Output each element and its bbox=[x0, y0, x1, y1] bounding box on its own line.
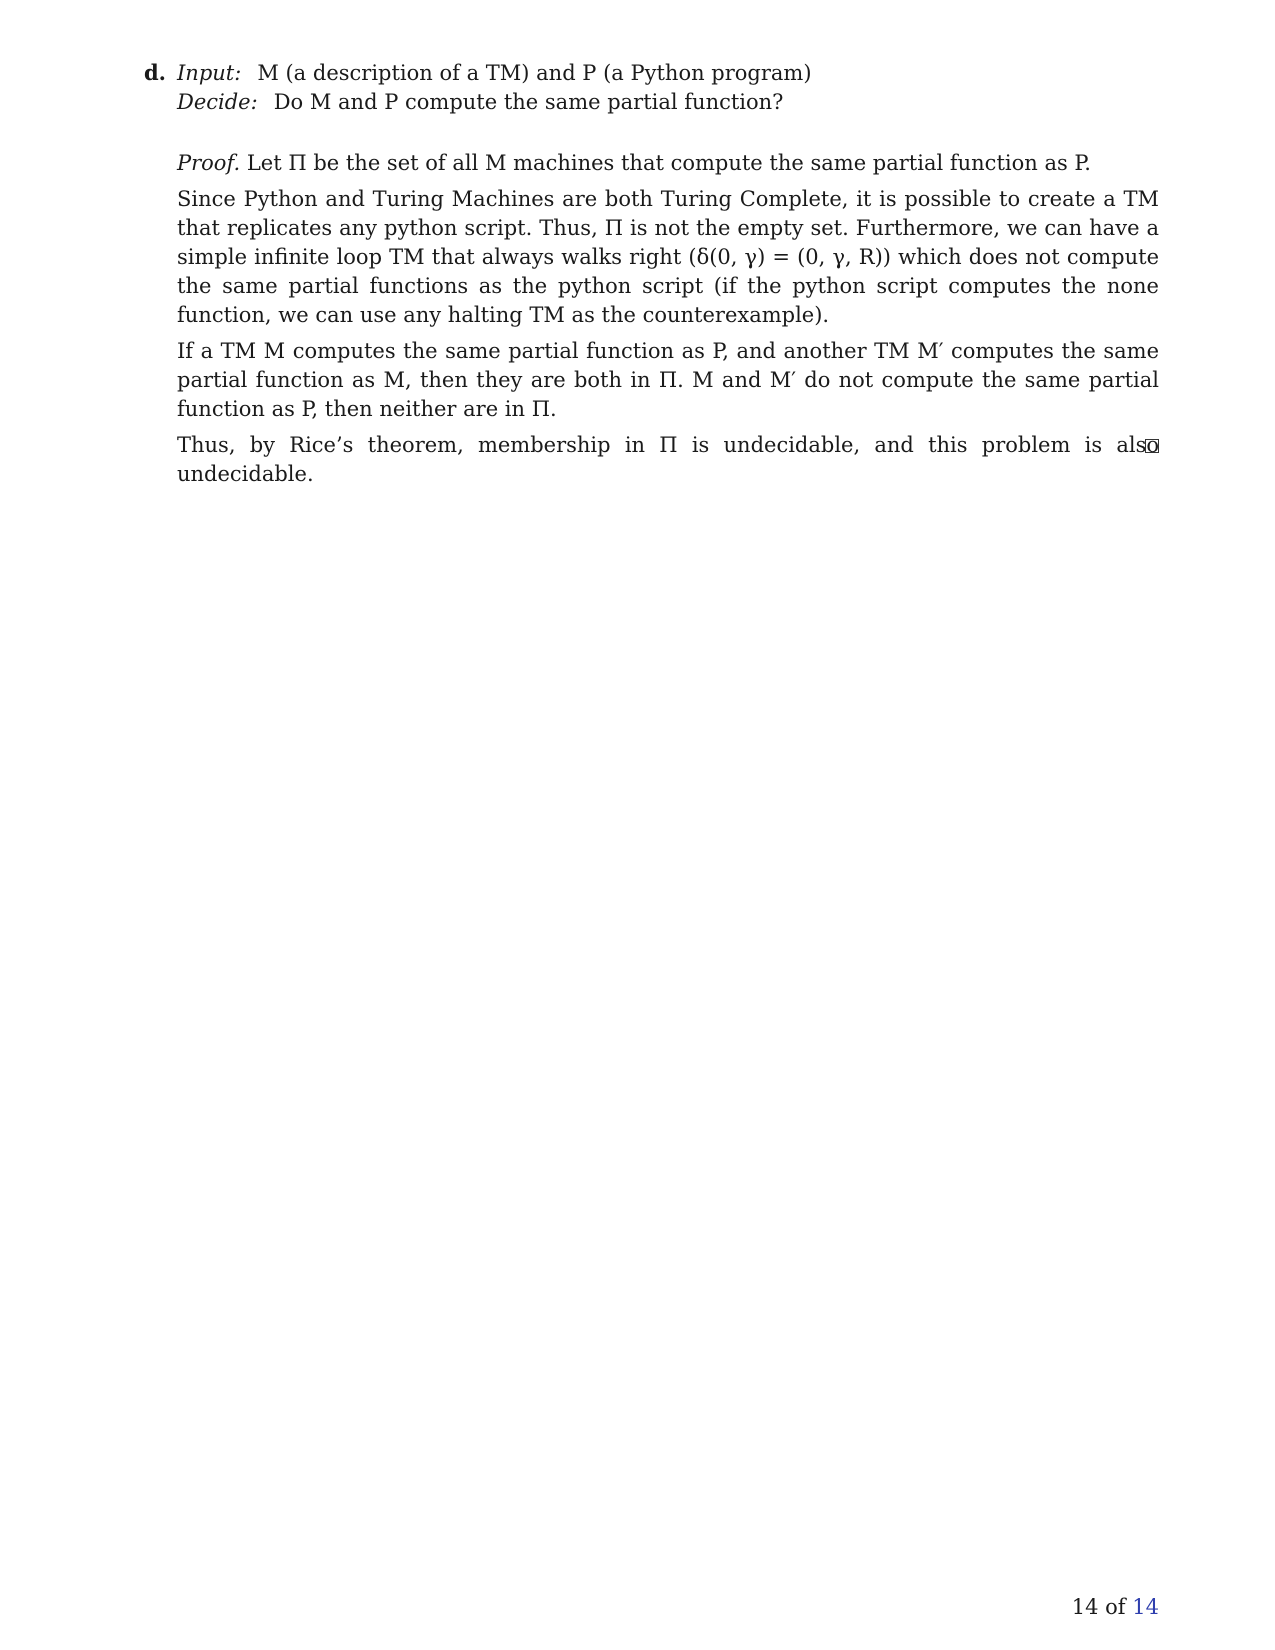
proof-block bbox=[177, 149, 1159, 496]
problem-letter: d. bbox=[144, 60, 166, 85]
page-of: of bbox=[1105, 1595, 1126, 1619]
proof-paragraph-4 bbox=[177, 431, 1159, 489]
proof-paragraph-2: Since Python and Turing Machines are both Turing Complete, it is possible to create a TM that replicates any python script. Thus, Π is not the empty set. Furthermore, we can have a simple infinite loop TM that always walks right (δ(0, γ) = (0, γ, R)) which does not compute the same partial functions as the python script (if the python script computes the none function, we can use any halting TM as the counterexample). bbox=[177, 187, 1159, 327]
input-text: M (a description of a TM) and P (a Python program) bbox=[257, 61, 812, 85]
proof-paragraph-1 bbox=[177, 149, 1159, 178]
qed-square-icon bbox=[1145, 439, 1159, 453]
decide-label: Decide: bbox=[177, 90, 258, 114]
problem-decide-row bbox=[144, 88, 1144, 117]
page-current: 14 bbox=[1071, 1595, 1099, 1619]
page-number bbox=[1072, 1593, 1159, 1622]
proof-paragraph-1-text: Let Π be the set of all M machines that compute the same partial function as P. bbox=[246, 151, 1091, 175]
proof-paragraph-4-text: Thus, by Rice’s theorem, membership in Π is undecidable, and this problem is also undecidable. bbox=[177, 433, 1159, 486]
page-total-link[interactable]: 14 bbox=[1132, 1595, 1159, 1619]
decide-text: Do M and P compute the same partial function? bbox=[273, 90, 784, 114]
proof-label: Proof. bbox=[177, 151, 241, 175]
problem-statement bbox=[144, 58, 1144, 117]
problem-input-row bbox=[144, 58, 1144, 88]
proof-paragraph-3: If a TM M computes the same partial function as P, and another TM M′ computes the same partial function as M, then they are both in Π. M and M′ do not compute the same partial function as P, then neither are in Π. bbox=[177, 339, 1159, 421]
input-label: Input: bbox=[177, 61, 242, 85]
